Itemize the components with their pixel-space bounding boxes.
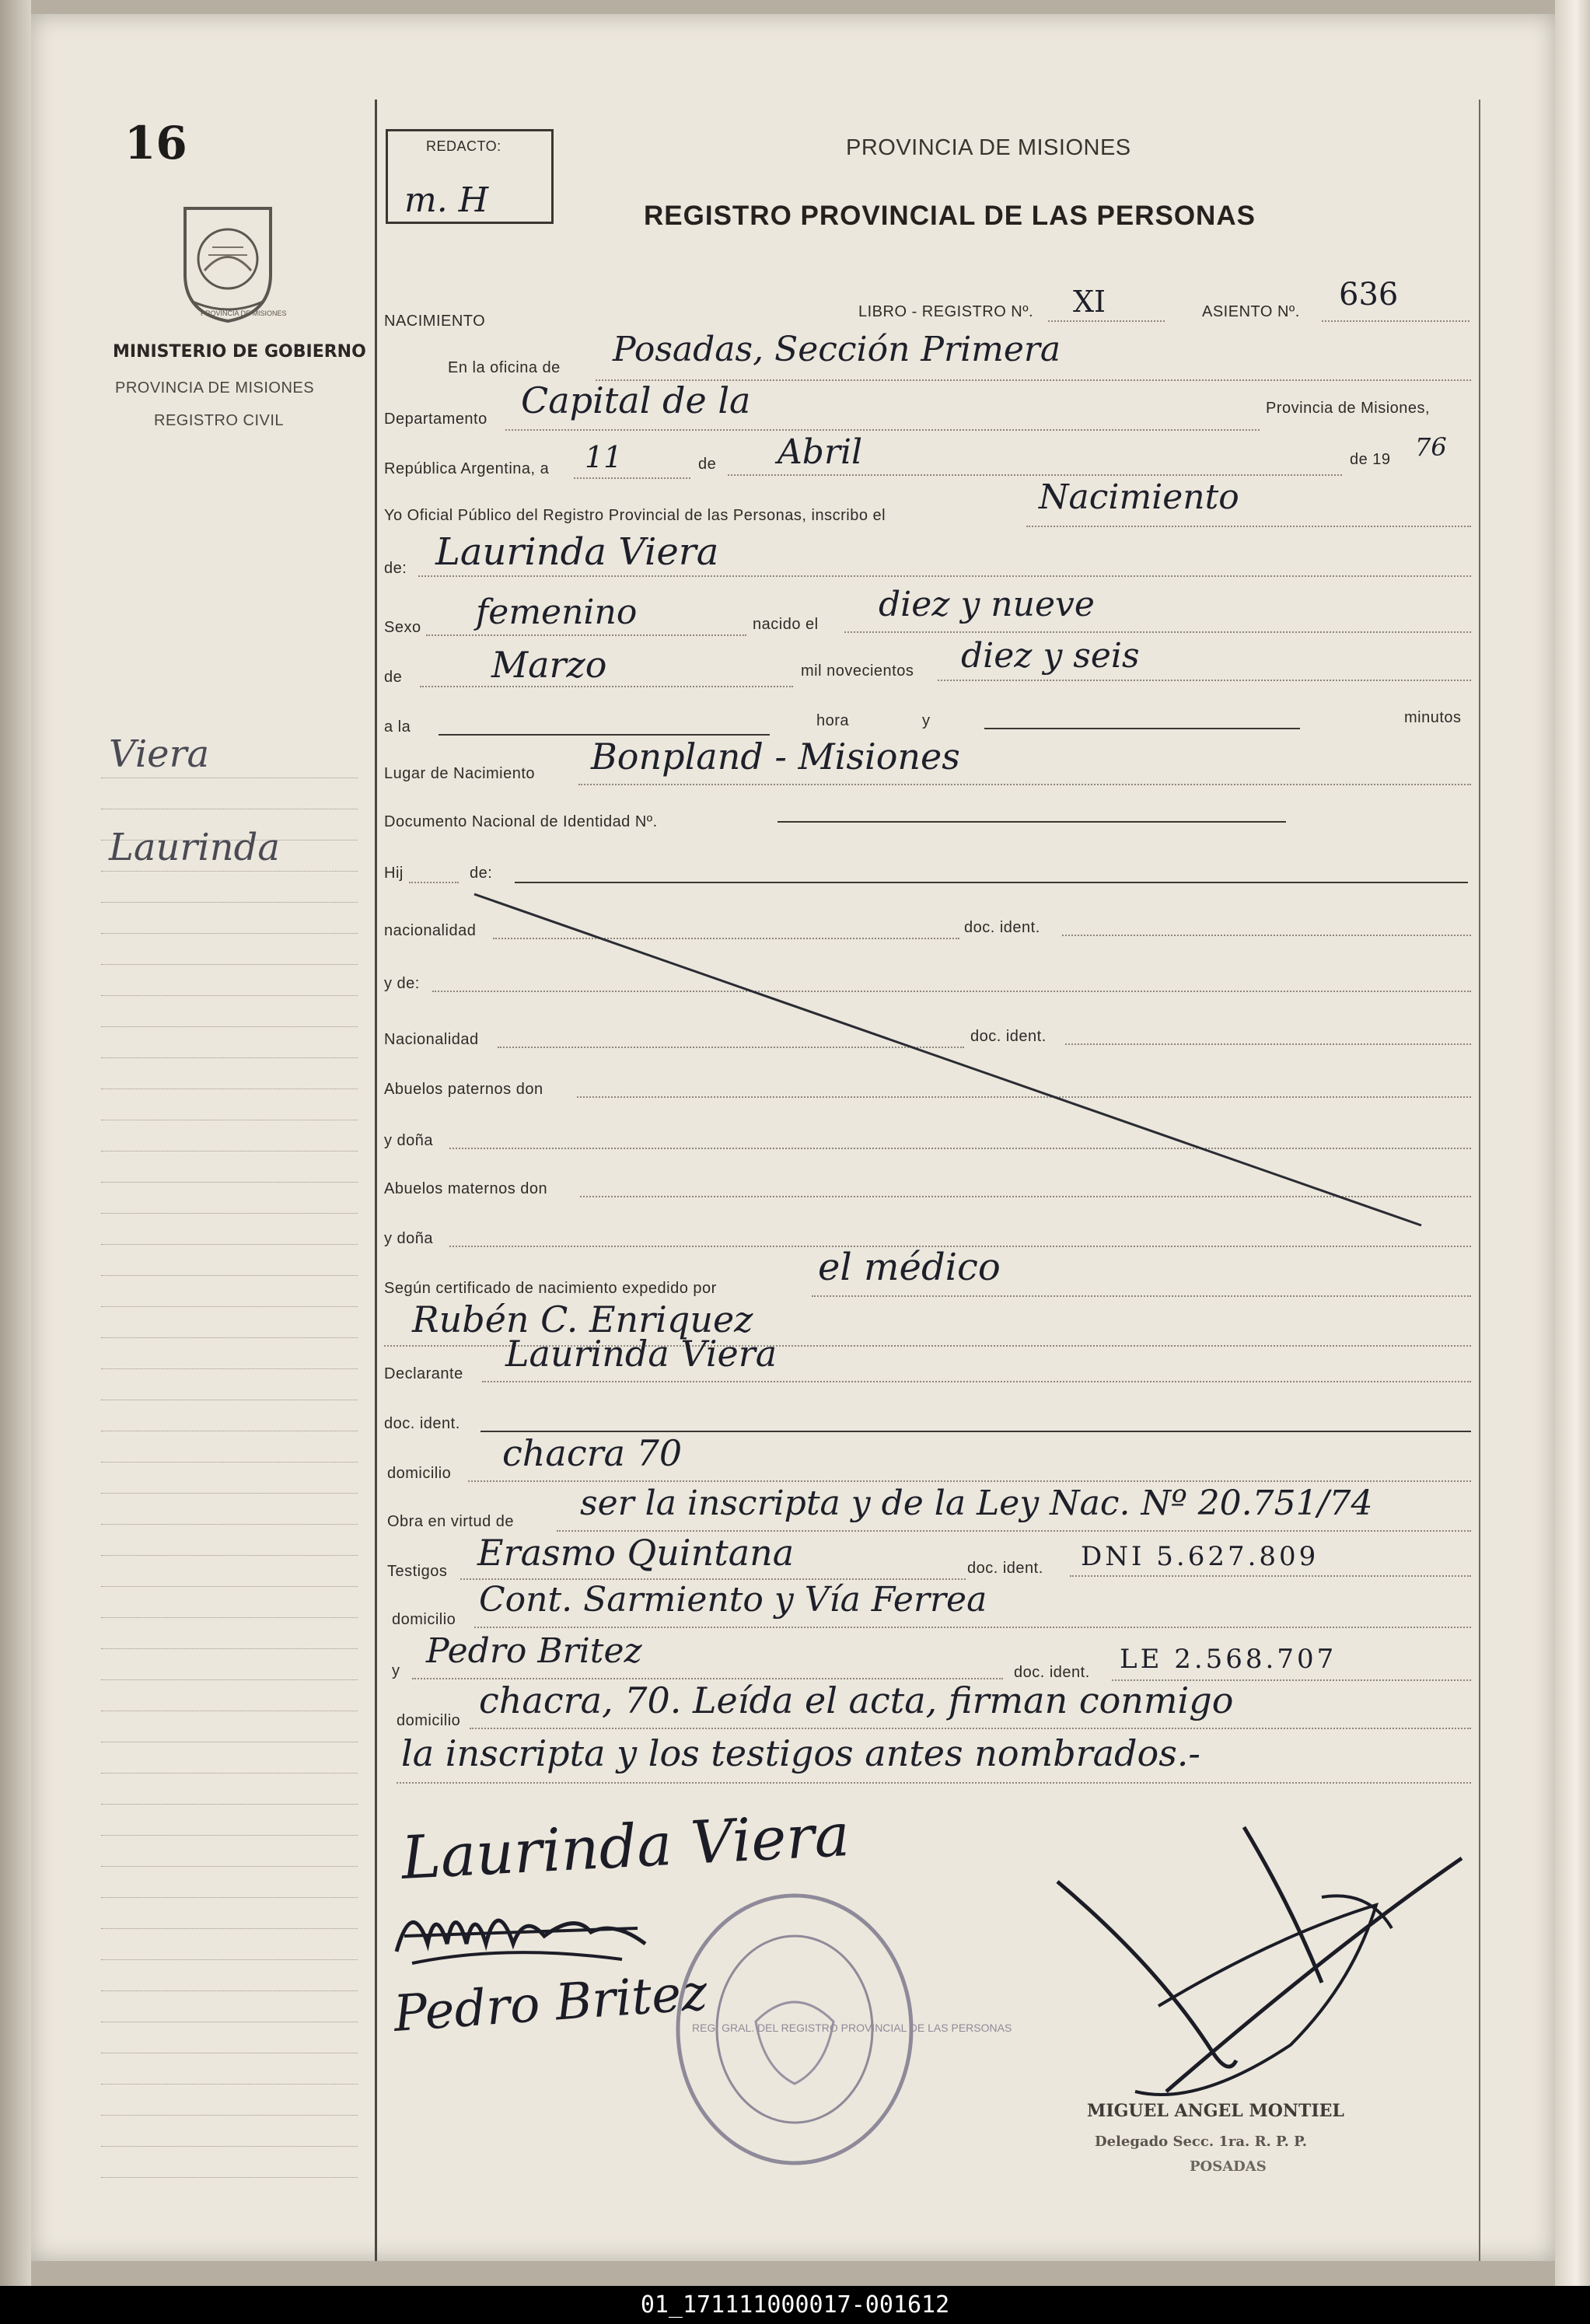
segun-value: el médico (818, 1246, 1001, 1289)
registry-title: REGISTRO PROVINCIAL DE LAS PERSONAS (644, 201, 1256, 231)
doc-ident3-label: doc. ident. (384, 1415, 460, 1432)
documento-label: Documento Nacional de Identidad Nº. (384, 813, 658, 830)
a-la-label: a la (384, 718, 411, 736)
left-rule (101, 964, 358, 965)
domicilio2-label: domicilio (392, 1611, 456, 1628)
y-dona-label: y doña (384, 1132, 434, 1149)
testigo2-value: Pedro Britez (426, 1631, 642, 1671)
oficina-label: En la oficina de (448, 359, 561, 376)
nacionalidad-label: nacionalidad (384, 922, 477, 939)
domicilio-final-line (470, 1728, 1471, 1729)
redacto-initials: m. H (404, 180, 489, 220)
left-rule (101, 2115, 358, 2116)
mes-prefix: de (698, 456, 717, 473)
left-rule (101, 1493, 358, 1494)
obra-label: Obra en virtud de (387, 1513, 515, 1530)
domicilio3-label: domicilio (397, 1712, 461, 1729)
margin-surname: Viera (109, 732, 210, 776)
segun-line (812, 1295, 1471, 1297)
left-rule (101, 995, 358, 996)
left-rule (101, 1026, 358, 1027)
y2-label: y (392, 1662, 400, 1679)
cancel-strike-line (467, 886, 1431, 1228)
left-rule (101, 1555, 358, 1556)
testigo1-dom-value: Cont. Sarmiento y Vía Ferrea (479, 1580, 987, 1620)
left-rule (101, 1368, 358, 1369)
anio-prefix: de 19 (1350, 451, 1391, 468)
lugar-label: Lugar de Nacimiento (384, 765, 536, 782)
nacido-line (844, 631, 1471, 633)
page-number: 16 (124, 117, 187, 169)
dia-line (574, 477, 690, 479)
left-rule (101, 1866, 358, 1867)
signature-pedro: Pedro Britez (391, 1964, 709, 2043)
image-id-footer: 01_171111000017-001612 (0, 2286, 1590, 2324)
mes-nac-line (420, 686, 793, 687)
page-stack-edge (1555, 0, 1590, 2286)
left-rule (101, 1835, 358, 1836)
domicilio-final-value: chacra, 70. Leída el acta, firman conmigo (479, 1679, 1234, 1721)
abuelos-m-label: Abuelos maternos don (384, 1180, 548, 1197)
seal-caption: PROVINCIA DE MISIONES (201, 309, 287, 317)
nacimiento-label: NACIMIENTO (384, 313, 486, 330)
libro-label: LIBRO - REGISTRO Nº. (858, 303, 1034, 320)
stamp-role: Delegado Secc. 1ra. R. P. P. (1095, 2134, 1307, 2150)
libro-value: XI (1073, 285, 1106, 319)
left-rule (101, 1928, 358, 1929)
nombre-line (418, 575, 1471, 577)
minutos-label: minutos (1404, 709, 1462, 726)
anio-value: 76 (1415, 432, 1447, 462)
redacto-label: REDACTO: (426, 138, 501, 154)
left-rule (101, 1617, 358, 1618)
segun-label: Según certificado de nacimiento expedido por (384, 1280, 717, 1297)
domicilio-value: chacra 70 (502, 1432, 683, 1474)
oficial-label: Yo Oficial Público del Registro Provincial de las Personas, inscribo el (384, 507, 886, 524)
province-header: PROVINCIA DE MISIONES (846, 135, 1131, 160)
lugar-line (578, 784, 1471, 785)
padre-line (515, 882, 1468, 883)
stamp-city: POSADAS (1190, 2158, 1267, 2175)
left-rule (101, 1524, 358, 1525)
left-rule (101, 1990, 358, 1991)
column-divider (375, 100, 377, 2261)
left-rule (101, 1057, 358, 1058)
doc-ident4-label: doc. ident. (967, 1560, 1043, 1577)
doc-ident5-label: doc. ident. (1014, 1664, 1090, 1681)
doc-ident-label: doc. ident. (964, 919, 1040, 936)
mil-label: mil novecientos (801, 662, 914, 680)
lugar-value: Bonpland - Misiones (591, 736, 960, 778)
departamento-value: Capital de la (521, 379, 751, 421)
abuelos-p-label: Abuelos paternos don (384, 1081, 543, 1098)
hij-de-label: de: (470, 865, 493, 882)
nacionalidad2-label: Nacionalidad (384, 1031, 479, 1048)
mes-value: Abril (778, 432, 863, 472)
signature-laurinda: Laurinda Viera (400, 1799, 851, 1893)
left-rule (101, 1648, 358, 1649)
left-rule (101, 2177, 358, 2178)
left-rule (101, 1462, 358, 1463)
hij-label: Hij (384, 865, 404, 882)
cierre-value: la inscripta y los testigos antes nombrados.- (401, 1732, 1200, 1774)
left-rule (101, 1244, 358, 1245)
left-rule (101, 933, 358, 934)
anio-nac-line (938, 680, 1471, 681)
coat-of-arms-icon (177, 201, 278, 325)
dia-value: 11 (585, 440, 623, 474)
doc-ident2-label: doc. ident. (970, 1028, 1047, 1045)
medico-value: Rubén C. Enriquez (412, 1298, 753, 1340)
margin-given-name: Laurinda (109, 826, 280, 869)
left-rule (101, 2084, 358, 2085)
left-rule (101, 1275, 358, 1276)
minutos-line (984, 728, 1300, 729)
left-rule (101, 1897, 358, 1898)
domicilio-line (468, 1480, 1471, 1482)
y-de-label: y de: (384, 975, 420, 992)
testigo1-doc-line (1070, 1575, 1471, 1577)
province-label-left: PROVINCIA DE MISIONES (115, 379, 315, 397)
left-rule (101, 1337, 358, 1338)
asiento-label: ASIENTO Nº. (1202, 303, 1300, 320)
provincia-label: Provincia de Misiones, (1266, 400, 1431, 417)
departamento-line (505, 429, 1260, 431)
oficina-value: Posadas, Sección Primera (613, 330, 1061, 369)
testigos-label: Testigos (387, 1563, 448, 1580)
nombre-value: Laurinda Viera (435, 530, 719, 574)
nacido-value: diez y nueve (879, 585, 1095, 624)
sexo-label: Sexo (384, 619, 421, 636)
round-seal-text: REG. GRAL. DEL REGISTRO PROVINCIAL DE LAS PERSONAS (692, 2022, 1012, 2034)
registry-label: REGISTRO CIVIL (154, 412, 285, 429)
sexo-line (426, 634, 746, 636)
testigo1-doc-value: DNI 5.627.809 (1081, 1541, 1319, 1572)
left-rule (101, 1151, 358, 1152)
mes-nac-prefix: de (384, 669, 403, 686)
declarante-line (482, 1381, 1471, 1382)
stamp-name: MIGUEL ANGEL MONTIEL (1087, 2101, 1344, 2121)
y-dona2-label: y doña (384, 1230, 434, 1247)
sexo-value: femenino (476, 592, 638, 632)
inscribo-line (1026, 526, 1471, 527)
left-rule (101, 871, 358, 872)
left-rule (101, 1213, 358, 1214)
cierre-line (397, 1782, 1471, 1784)
mes-nac-value: Marzo (491, 644, 607, 686)
inscribo-value: Nacimiento (1039, 477, 1239, 517)
left-rule (101, 1679, 358, 1680)
libro-line (1048, 320, 1165, 322)
left-rule (101, 1306, 358, 1307)
declarante-value: Laurinda Viera (505, 1333, 778, 1375)
domicilio-label: domicilio (387, 1465, 452, 1482)
left-rule (101, 1182, 358, 1183)
book-spine-edge (0, 0, 31, 2286)
signature-official (1042, 1812, 1477, 2115)
documento-line (778, 821, 1286, 823)
mes-line (728, 474, 1342, 476)
republica-label: República Argentina, a (384, 460, 550, 477)
obra-value: ser la inscripta y de la Ley Nac. Nº 20.751/74 (580, 1484, 1373, 1523)
right-margin-rule (1479, 100, 1480, 2261)
anio-nac-value: diez y seis (961, 636, 1140, 676)
testigo1-value: Erasmo Quintana (477, 1532, 795, 1574)
y-label: y (922, 712, 931, 729)
left-rule (101, 2146, 358, 2147)
asiento-value: 636 (1339, 277, 1399, 313)
departamento-label: Departamento (384, 411, 487, 428)
left-rule (101, 1586, 358, 1587)
left-rule (101, 1773, 358, 1774)
testigo2-doc-value: LE 2.568.707 (1120, 1644, 1337, 1675)
nombre-prefix: de: (384, 560, 407, 577)
ministry-label: MINISTERIO DE GOBIERNO (113, 342, 366, 362)
declarante-label: Declarante (384, 1365, 463, 1382)
testigo1-dom-line (474, 1627, 1471, 1628)
left-rule (101, 902, 358, 903)
left-rule (101, 1959, 358, 1960)
signature-erasmo (389, 1889, 653, 1975)
hora-label: hora (816, 712, 850, 729)
nacido-label: nacido el (753, 616, 819, 633)
left-rule (101, 1804, 358, 1805)
hij-line (409, 882, 459, 883)
asiento-line (1322, 320, 1469, 322)
